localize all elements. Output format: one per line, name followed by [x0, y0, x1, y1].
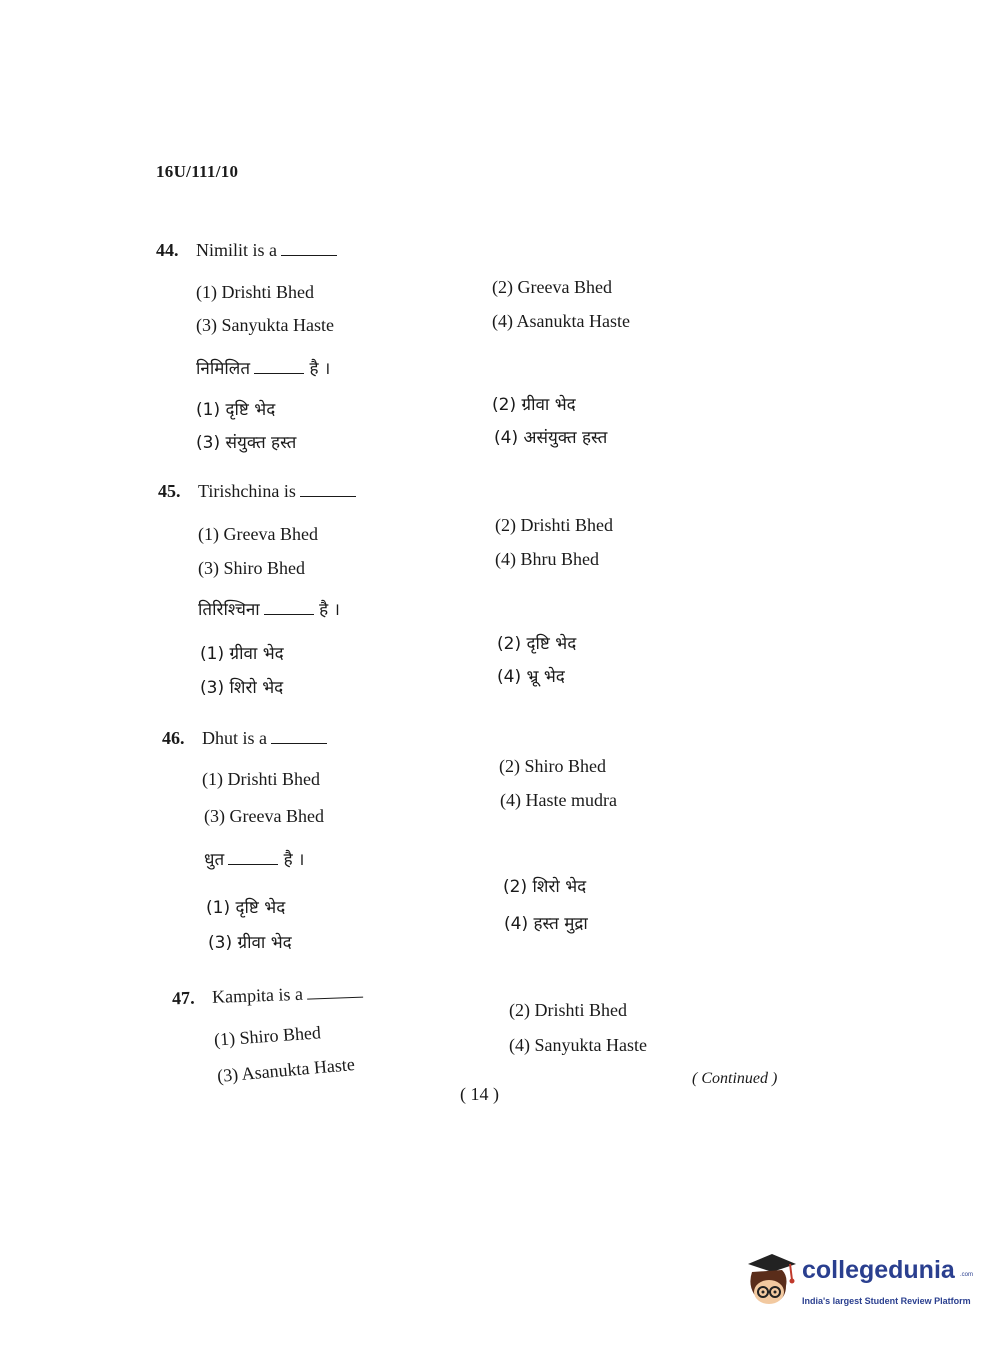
option-3: (3) Greeva Bhed [204, 806, 324, 826]
question-number: 44. [156, 240, 179, 260]
option-1: (1) Drishti Bhed [202, 769, 320, 789]
option-3: (3) Sanyukta Haste [196, 315, 334, 335]
option-2: (2) Shiro Bhed [499, 756, 606, 776]
question-text: Dhut is a [202, 728, 267, 748]
hindi-option-2: (2) ग्रीवा भेद [492, 395, 576, 415]
hindi-option-3: (3) संयुक्त हस्त [196, 433, 297, 453]
question-number: 45. [158, 481, 181, 501]
answer-blank [281, 241, 337, 256]
brand-tagline: India's largest Student Review Platform [802, 1296, 971, 1306]
hindi-question-46 [204, 847, 304, 870]
option-3: (3) Asanukta Haste [216, 1054, 356, 1086]
hindi-question-text: तिरिश्चिना [198, 600, 260, 620]
answer-blank [307, 983, 363, 1000]
brand-suffix: .com [960, 1272, 974, 1278]
page-number: ( 14 ) [460, 1084, 499, 1104]
page-code: 16U/111/10 [156, 162, 239, 181]
option-4: (4) Asanukta Haste [492, 311, 630, 331]
hindi-option-3: (3) ग्रीवा भेद [208, 933, 292, 953]
answer-blank [254, 359, 304, 374]
question-text: Tirishchina is [198, 481, 296, 501]
option-4: (4) Bhru Bhed [495, 549, 599, 569]
option-2: (2) Greeva Bhed [492, 277, 612, 297]
hindi-option-2: (2) शिरो भेद [503, 877, 587, 897]
option-4: (4) Sanyukta Haste [509, 1035, 647, 1055]
answer-blank [300, 482, 356, 497]
hindi-question-suffix: है । [309, 359, 331, 379]
hindi-option-1: (1) दृष्टि भेद [206, 898, 286, 918]
answer-blank [228, 850, 278, 865]
option-2: (2) Drishti Bhed [495, 515, 613, 535]
hindi-question-45 [198, 597, 340, 620]
question-47 [172, 982, 364, 1010]
option-3: (3) Shiro Bhed [198, 558, 305, 578]
answer-blank [271, 729, 327, 744]
hindi-option-4: (4) असंयुक्त हस्त [494, 428, 608, 448]
question-44 [156, 240, 337, 261]
continued-label: ( Continued ) [692, 1070, 778, 1087]
hindi-question-text: निमिलित [196, 359, 251, 379]
option-1: (1) Greeva Bhed [198, 524, 318, 544]
hindi-option-4: (4) भ्रू भेद [497, 667, 565, 687]
option-1: (1) Drishti Bhed [196, 282, 314, 302]
option-4: (4) Haste mudra [500, 790, 617, 810]
hindi-question-suffix: है । [283, 850, 305, 870]
hindi-question-suffix: है । [319, 600, 340, 620]
question-number: 47. [171, 987, 195, 1009]
hindi-question-text: धुत [204, 850, 225, 870]
question-46 [162, 728, 327, 749]
option-1: (1) Shiro Bhed [213, 1022, 322, 1050]
question-45 [158, 481, 356, 502]
brand-name: collegedunia [802, 1256, 955, 1284]
question-text: Nimilit is a [196, 240, 277, 260]
hindi-question-44 [196, 356, 330, 379]
collegedunia-logo [742, 1250, 972, 1320]
hindi-option-1: (1) ग्रीवा भेद [200, 644, 284, 664]
hindi-option-1: (1) दृष्टि भेद [196, 400, 276, 420]
question-text: Kampita is a [211, 983, 304, 1007]
mascot-icon [742, 1250, 800, 1312]
hindi-option-4: (4) हस्त मुद्रा [504, 914, 588, 934]
answer-blank [264, 600, 314, 615]
hindi-option-3: (3) शिरो भेद [200, 678, 284, 698]
option-2: (2) Drishti Bhed [509, 1000, 627, 1020]
question-number: 46. [162, 728, 185, 748]
hindi-option-2: (2) दृष्टि भेद [497, 634, 577, 654]
